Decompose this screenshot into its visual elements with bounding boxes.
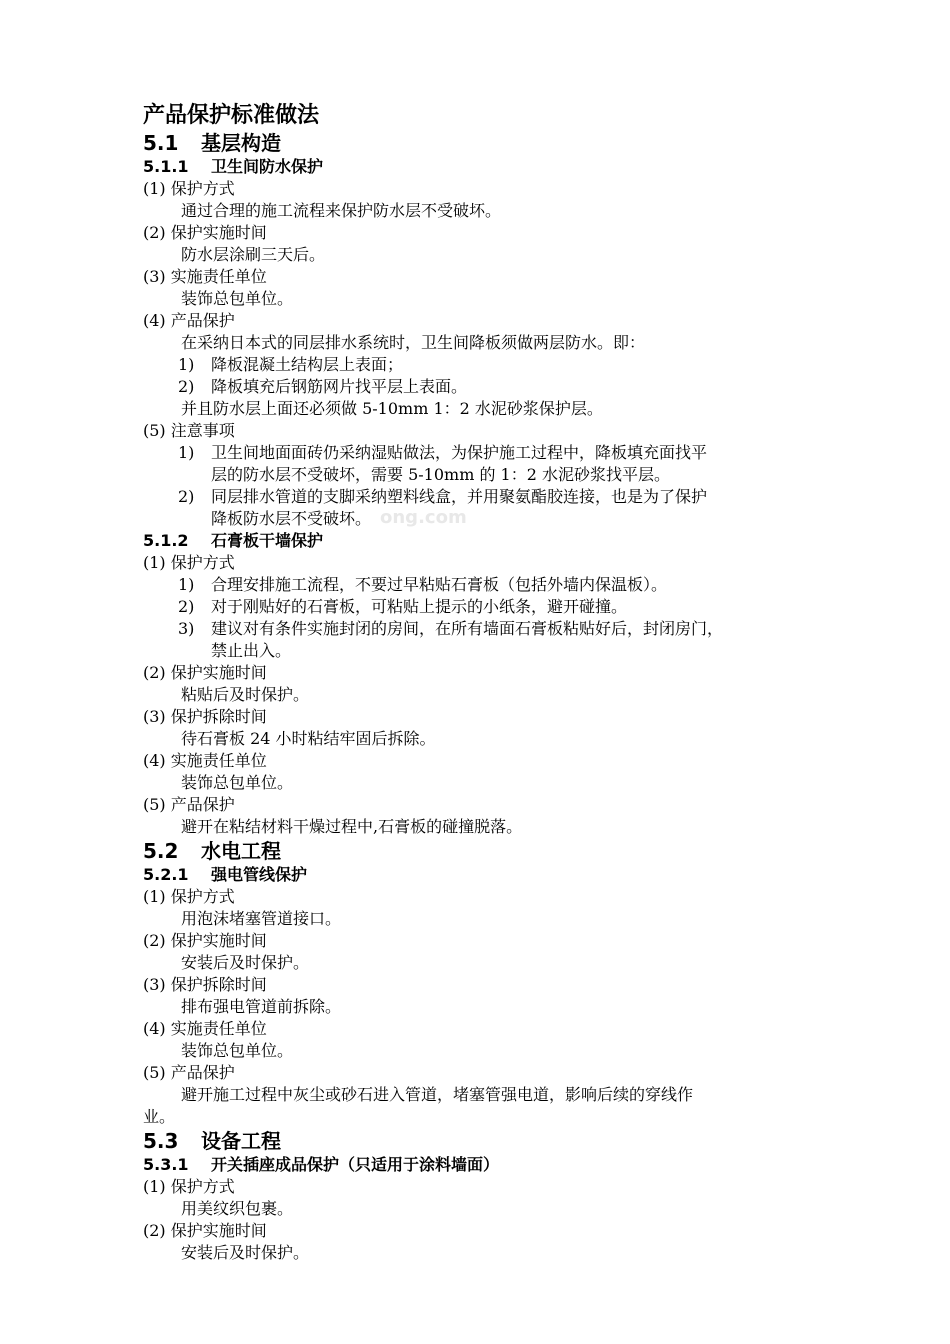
list-continuation: 层的防水层不受破坏，需要 5-10mm 的 1：2 水泥砂浆找平层。 [211,465,670,484]
item-text: 排布强电管道前拆除。 [181,997,342,1016]
list-number: 2) [178,487,195,506]
item-text: 并且防水层上面还必须做 5-10mm 1：2 水泥砂浆保护层。 [181,399,603,418]
list-item [143,618,823,640]
list-number: 1) [178,575,195,594]
item-label: (5) 注意事项 [143,421,235,440]
watermark: ong.com [380,507,467,528]
list-text: 建议对有条件实施封闭的房间，在所有墙面石膏板粘贴好后，封闭房门， [211,619,724,638]
item-label: (3) 实施责任单位 [143,267,267,286]
subsection-number: 5.3.1 [143,1155,189,1174]
section-heading-5-3 [143,1128,823,1154]
section-number: 5.3 [143,1129,179,1153]
list-text: 对于刚贴好的石膏板，可粘贴上提示的小纸条，避开碰撞。 [211,597,628,616]
subsection-title: 卫生间防水保护 [211,157,324,176]
list-number: 1) [178,443,195,462]
section-number: 5.2 [143,839,179,863]
subsection-number: 5.1.2 [143,531,189,550]
item-label: (1) 保护方式 [143,1177,235,1196]
list-text: 降板混凝土结构层上表面； [211,355,404,374]
item-label: (2) 保护实施时间 [143,663,267,682]
section-number: 5.1 [143,131,179,155]
list-number: 2) [178,377,195,396]
item-label: (2) 保护实施时间 [143,223,267,242]
item-label: (1) 保护方式 [143,179,235,198]
item-label: (5) 产品保护 [143,795,235,814]
list-number: 2) [178,597,195,616]
subsection-title: 石膏板干墙保护 [211,531,324,550]
list-text: 降板填充后钢筋网片找平层上表面。 [211,377,468,396]
item-text: 待石膏板 24 小时粘结牢固后拆除。 [181,729,436,748]
list-item [143,376,823,398]
subsection-title: 强电管线保护 [211,865,308,884]
subsection-heading-5-2-1 [143,864,823,886]
item-text: 装饰总包单位。 [181,773,294,792]
list-item [143,574,823,596]
item-label: (3) 保护拆除时间 [143,707,267,726]
item-label: (3) 保护拆除时间 [143,975,267,994]
list-text: 卫生间地面面砖仍采纳湿贴做法，为保护施工过程中，降板填充面找平 [211,443,708,462]
item-text: 安装后及时保护。 [181,1243,310,1262]
item-text: 避开在粘结材料干燥过程中,石膏板的碰撞脱落。 [181,817,523,836]
list-text: 同层排水管道的支脚采纳塑料线盒，并用聚氨酯胶连接，也是为了保护 [211,487,708,506]
section-title: 设备工程 [201,1129,281,1153]
item-text: 防水层涂刷三天后。 [181,245,326,264]
subsection-heading-5-3-1 [143,1154,823,1176]
list-item [143,486,823,508]
list-item [143,596,823,618]
document-body [143,100,823,1264]
item-label: (5) 产品保护 [143,1063,235,1082]
section-heading-5-1 [143,130,823,156]
item-label: (4) 实施责任单位 [143,1019,267,1038]
item-text: 安装后及时保护。 [181,953,310,972]
list-number: 3) [178,619,195,638]
subsection-number: 5.1.1 [143,157,189,176]
list-text: 合理安排施工流程，不要过早粘贴石膏板（包括外墙内保温板）。 [211,575,668,594]
subsection-heading-5-1-1 [143,156,823,178]
item-text: 在采纳日本式的同层排水系统时，卫生间降板须做两层防水。即： [181,333,646,352]
item-text: 避开施工过程中灰尘或砂石进入管道，堵塞管强电道，影响后续的穿线作 [181,1085,694,1104]
item-text: 装饰总包单位。 [181,1041,294,1060]
subsection-number: 5.2.1 [143,865,189,884]
item-label: (2) 保护实施时间 [143,931,267,950]
list-item [143,354,823,376]
item-label: (2) 保护实施时间 [143,1221,267,1240]
item-text: 通过合理的施工流程来保护防水层不受破坏。 [181,201,502,220]
section-heading-5-2 [143,838,823,864]
list-item [143,442,823,464]
item-text-continuation: 业。 [143,1107,176,1126]
item-label: (1) 保护方式 [143,553,235,572]
section-title: 基层构造 [201,131,281,155]
item-text: 粘贴后及时保护。 [181,685,310,704]
item-label: (1) 保护方式 [143,887,235,906]
subsection-heading-5-1-2 [143,530,823,552]
list-continuation: 禁止出入。 [211,641,292,660]
item-label: (4) 产品保护 [143,311,235,330]
section-title: 水电工程 [201,839,281,863]
list-number: 1) [178,355,195,374]
document-title: 产品保护标准做法 [143,103,320,128]
item-text: 用美纹织包裹。 [181,1199,294,1218]
item-text: 装饰总包单位。 [181,289,294,308]
item-label: (4) 实施责任单位 [143,751,267,770]
subsection-title: 开关插座成品保护（只适用于涂料墙面） [211,1155,500,1174]
list-continuation: 降板防水层不受破坏。 [211,509,372,528]
item-text: 用泡沫堵塞管道接口。 [181,909,342,928]
